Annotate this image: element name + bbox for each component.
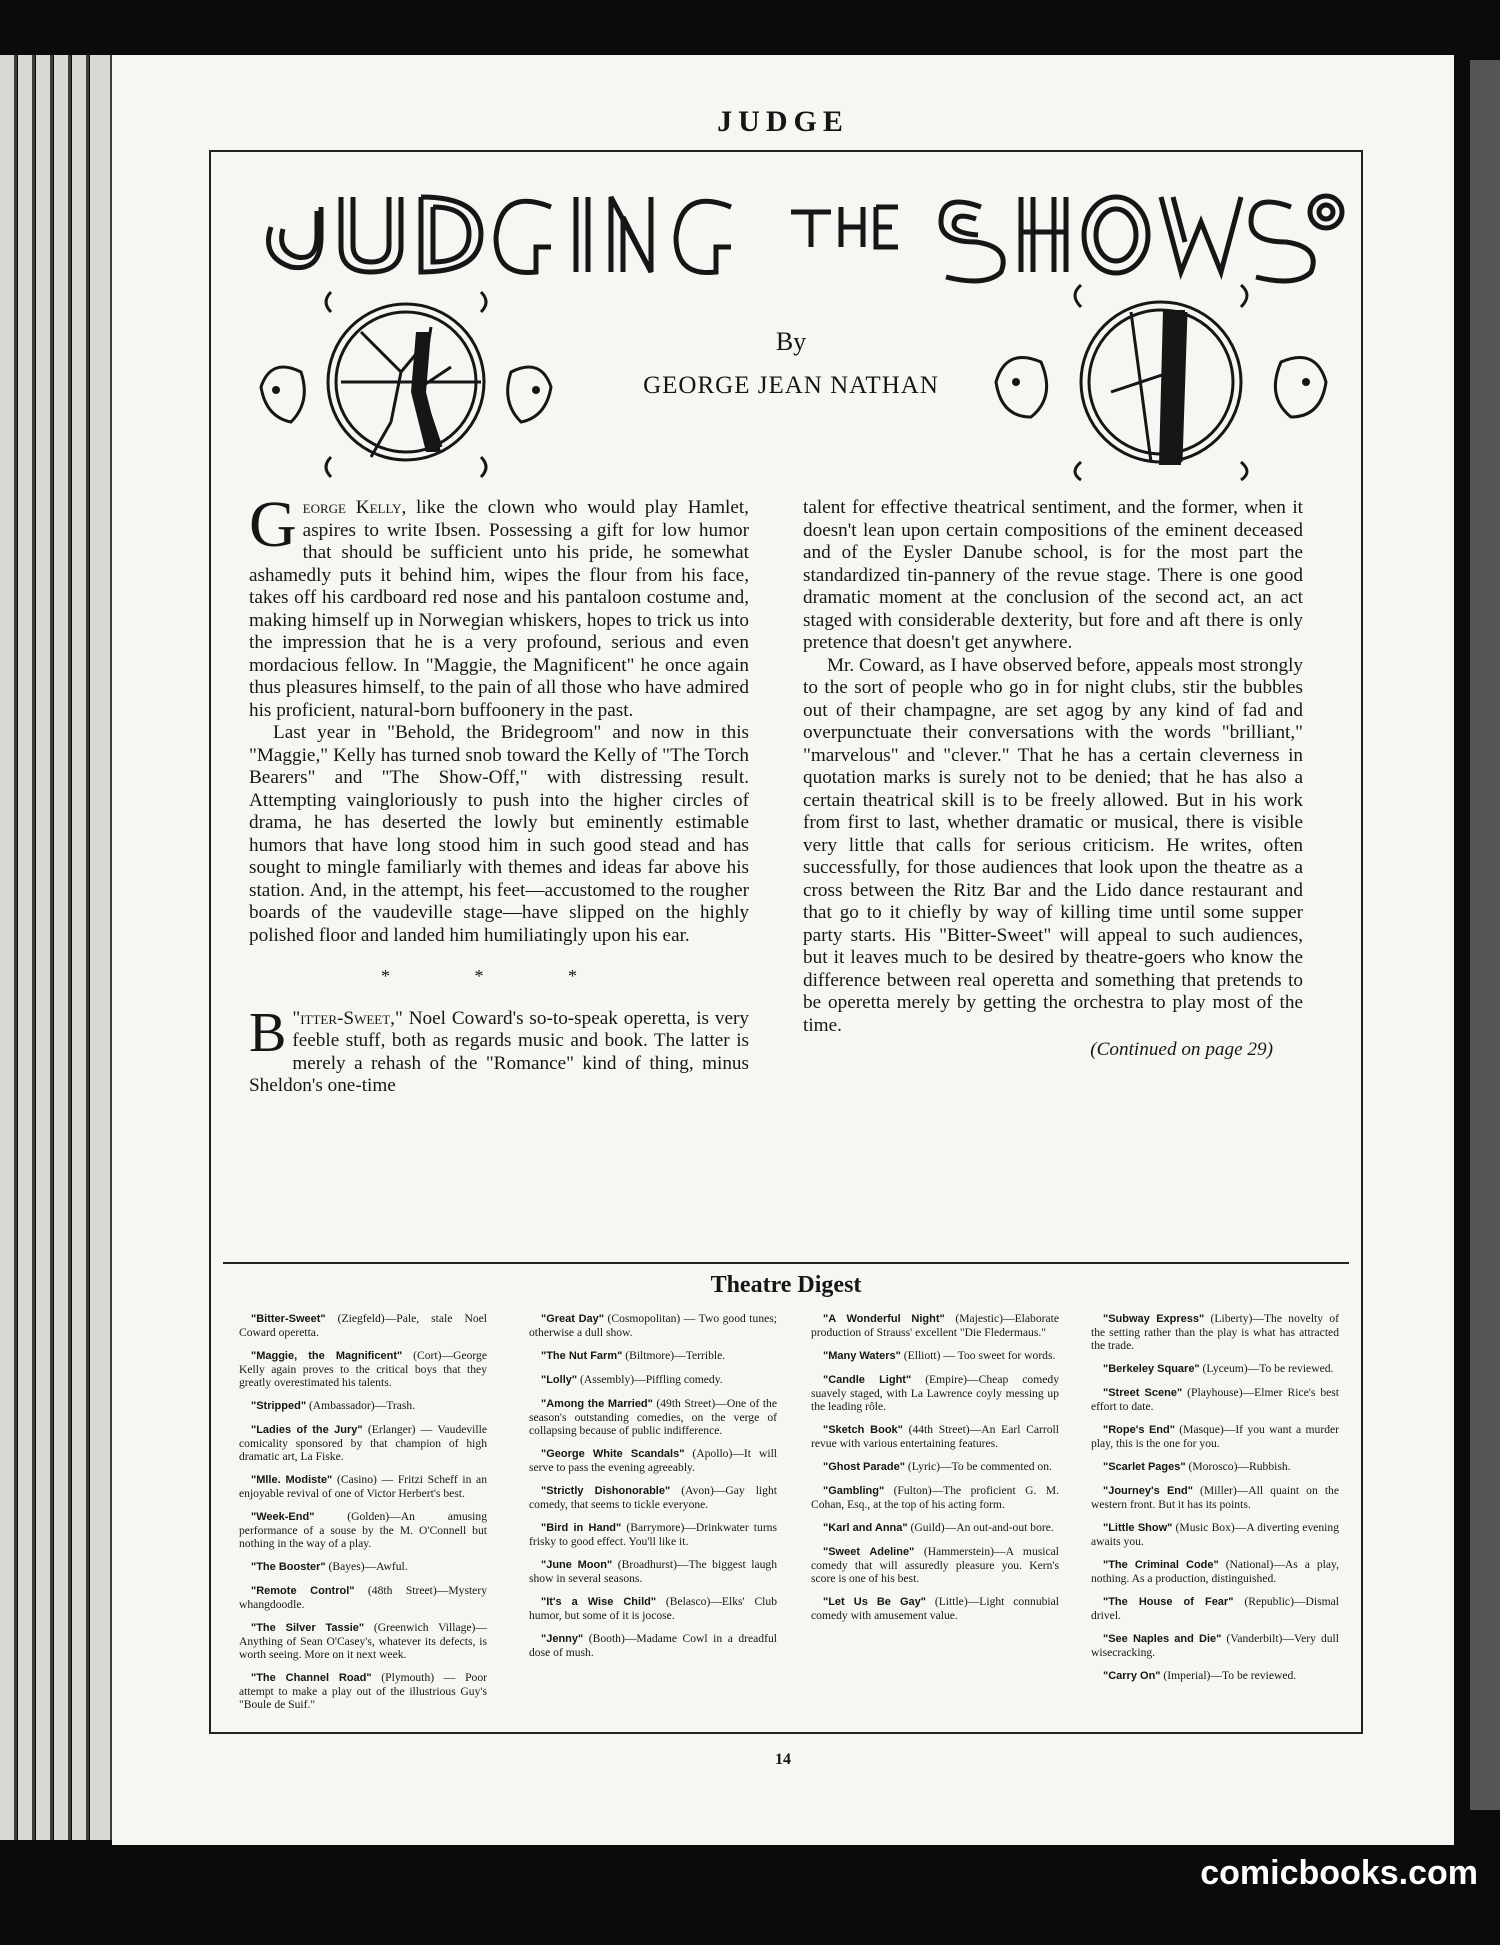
- show-review: (Empire)—Cheap comedy suavely staged, with La Lawrence coyly messing up the leading rôle.: [811, 1373, 1059, 1413]
- show-review: (Fulton)—The proficient G. M. Cohan, Esq., at the top of his acting form.: [811, 1484, 1059, 1511]
- digest-entry: [239, 1423, 487, 1463]
- show-review: (Ambassador)—Trash.: [306, 1399, 416, 1412]
- show-review: (National)—As a play, nothing. As a production, distinguished.: [1091, 1558, 1339, 1585]
- digest-entry: [529, 1349, 777, 1363]
- show-review: (Majestic)—Elaborate production of Strauss' excellent "Die Fledermaus.": [811, 1312, 1059, 1339]
- show-review: (Barrymore)—Drinkwater turns frisky to good effect. You'll like it.: [529, 1521, 777, 1548]
- show-title: "A Wonderful Night": [823, 1313, 945, 1325]
- digest-entry: [239, 1621, 487, 1661]
- show-title: "The Silver Tassie": [251, 1622, 365, 1634]
- show-review: (Playhouse)—Elmer Rice's best effort to date.: [1091, 1386, 1340, 1413]
- digest-entry: [1091, 1484, 1339, 1511]
- show-review: (Imperial)—To be reviewed.: [1160, 1669, 1297, 1682]
- continued-note: (Continued on page 29): [1090, 1039, 1273, 1060]
- show-review: (Miller)—All quaint on the western front. But it has its points.: [1091, 1484, 1339, 1511]
- digest-entry: [1091, 1312, 1339, 1352]
- digest-entry: [811, 1312, 1059, 1339]
- divider-rule: [223, 1262, 1349, 1264]
- page-edge: [0, 55, 17, 1840]
- show-review: (Avon)—Gay light comedy, that seems to tickle everyone.: [529, 1484, 777, 1511]
- show-review: (Assembly)—Piffling comedy.: [577, 1373, 723, 1386]
- show-title: "Maggie, the Magnificent": [251, 1350, 403, 1362]
- show-title: "June Moon": [541, 1559, 613, 1571]
- article-paragraph: Last year in "Behold, the Bridegroom" and now in this "Maggie," Kelly has turned snob toward the Kelly of "The Torch Bearers" and "The Show-Off," with distressing result. Attempting vaingloriously to push into the higher circles of drama, he has deserted the lowly but eminently estimable humors that have long stood him in such good stead and has sought to mingle familiarly with themes and ideas far above his station. And, in the attempt, his feet—accustomed to the rougher boards of the vaudeville stage—have slipped on the highly polished floor and landed him humiliatingly upon his ear.: [249, 722, 749, 946]
- show-review: (Golden)—An amusing performance of a souse by the M. O'Connell but nothing in the way of a play.: [239, 1510, 487, 1550]
- section-break: * * *: [381, 966, 617, 986]
- show-review: (44th Street)—An Earl Carroll revue with various entertaining features.: [811, 1423, 1059, 1450]
- digest-entry: [529, 1312, 777, 1339]
- digest-entry: [529, 1595, 777, 1622]
- digest-entry: [1091, 1386, 1339, 1413]
- article-paragraph: Mr. Coward, as I have observed before, appeals most strongly to the sort of people who go in for night clubs, stir the bubbles out of their champagne, are set agog by any kind of fad and overpunctuate their conversations with the words "brilliant," "marvelous" and "clever." That he has a certain cleverness in quotation marks is surely not to be denied; that he has also a certain theatrical skill is to be freely allowed. But in his work from first to last, whether dramatic or musical, there is visible very little that calls for serious criticism. He writes, often successfully, for those audiences that look upon the theatre as a cross between the Ritz Bar and the Lido dance restaurant and that go to it chiefly by way of killing time until some supper party starts. His "Bitter-Sweet" will appeal to such audiences, but it leaves much to be desired by theatre-goers who know the difference between real operetta and something that pretends to be operetta merely by getting the orchestra to play most of the time.: [803, 654, 1303, 1036]
- show-review: (Lyceum)—To be reviewed.: [1199, 1362, 1334, 1375]
- show-review: (Broadhurst)—The biggest laugh show in several seasons.: [529, 1558, 778, 1585]
- show-review: (Belasco)—Elks' Club humor, but some of it is jocose.: [529, 1595, 777, 1622]
- show-review: (Greenwich Village)—Anything of Sean O'Casey's, whatever its defects, is worth seeing. More on it next week.: [239, 1621, 487, 1661]
- digest-entry: [1091, 1595, 1339, 1622]
- paragraph-text: like the clown who would play Hamlet, aspires to write Ibsen. Possessing a gift for low humor that should be sufficient unto his pride, he somewhat ashamedly puts it behind him, wipes the flour from his face, takes off his cardboard red nose and his pantaloon costume and, making himself up in Norwegian whiskers, hopes to trick us into the impression that he is a very profound, serious and even mordacious fellow. In "Maggie, the Magnificent" he once again thus pleasures himself, to the pain of all those who have admired his proficient, natural-born buffoonery in the past.: [249, 497, 749, 721]
- digest-entry: [811, 1373, 1059, 1413]
- show-review: (Plymouth) — Poor attempt to make a play out of the illustrious Guy's "Boule de Suif.": [239, 1671, 487, 1711]
- page-number: 14: [775, 1751, 791, 1768]
- show-review: (Liberty)—The novelty of the setting rather than the play is what has attracted the trade.: [1091, 1312, 1339, 1352]
- show-title: "Gambling": [823, 1485, 885, 1497]
- article-column-right: [803, 497, 1303, 1062]
- show-title: "The Channel Road": [251, 1672, 372, 1684]
- digest-entry: [1091, 1669, 1339, 1683]
- show-title: "Bird in Hand": [541, 1522, 622, 1534]
- show-title: "Let Us Be Gay": [823, 1596, 926, 1608]
- paragraph-text: Noel Coward's so-to-speak operetta, is very feeble stuff, both as regards music and book. The latter is merely a rehash of the "Romance" kind of thing, minus Sheldon's one-time: [249, 1007, 749, 1096]
- digest-column: [1091, 1312, 1339, 1693]
- article-paragraph: [249, 488, 749, 722]
- digest-entry: [529, 1558, 777, 1585]
- show-title: "Great Day": [541, 1313, 605, 1325]
- show-title: "Rope's End": [1103, 1424, 1175, 1436]
- digest-entry: [239, 1671, 487, 1711]
- show-review: (Bayes)—Awful.: [325, 1560, 408, 1573]
- show-title: "It's a Wise Child": [541, 1596, 657, 1608]
- magazine-page: [112, 55, 1454, 1845]
- book-right-edge: [1470, 60, 1500, 1810]
- digest-entry: [811, 1423, 1059, 1450]
- show-review: (Ziegfeld)—Pale, stale Noel Coward operetta.: [239, 1312, 487, 1339]
- article-frame: [209, 150, 1363, 1734]
- show-review: (Apollo)—It will serve to pass the evening agreeably.: [529, 1447, 778, 1474]
- watermark: comicbooks.com: [1200, 1854, 1478, 1892]
- article-paragraph: talent for effective theatrical sentiment, and the former, when it doesn't lean upon certain compositions of the eminent deceased and of the Eysler Danube school, is for the most part the standardized tin-pannery of the revue stage. There is one good dramatic moment at the conclusion of the second act, an act staged with considerable dexterity, but fore and aft there is only pretence that doesn't get anywhere.: [803, 497, 1303, 653]
- show-review: (Lyric)—To be commented on.: [904, 1460, 1052, 1473]
- show-title: "Among the Married": [541, 1398, 653, 1410]
- digest-column: [239, 1312, 487, 1721]
- show-title: "Bitter-Sweet": [251, 1313, 326, 1325]
- digest-entry: [1091, 1460, 1339, 1474]
- show-title: "George White Scandals": [541, 1448, 685, 1460]
- digest-entry: [239, 1510, 487, 1550]
- show-title: "The Booster": [251, 1561, 326, 1573]
- show-review: (Booth)—Madame Cowl in a dreadful dose of mush.: [529, 1632, 777, 1659]
- show-title: "Mlle. Modiste": [251, 1474, 333, 1486]
- digest-entry: [811, 1521, 1059, 1535]
- show-title: "Week-End": [251, 1511, 315, 1523]
- opening-quote: ": [292, 1007, 301, 1029]
- show-title: "Strictly Dishonorable": [541, 1485, 671, 1497]
- digest-entry: [1091, 1362, 1339, 1376]
- show-title: "Karl and Anna": [823, 1522, 908, 1534]
- drop-cap: B: [249, 1001, 287, 1064]
- digest-column: [811, 1312, 1059, 1632]
- page-edge: [18, 55, 35, 1840]
- digest-entry: [811, 1545, 1059, 1585]
- show-title: "The Nut Farm": [541, 1350, 623, 1362]
- show-title: "Sweet Adeline": [823, 1546, 915, 1558]
- masthead: JUDGE: [717, 105, 849, 138]
- show-title: "Street Scene": [1103, 1387, 1183, 1399]
- show-title: "Many Waters": [823, 1350, 901, 1362]
- show-review: (Cort)—George Kelly again proves to the critical boys that they greatly overestimated his talents.: [239, 1349, 487, 1389]
- show-title: "Carry On": [1103, 1670, 1161, 1682]
- page-edge: [90, 55, 113, 1840]
- show-review: (Erlanger) — Vaudeville comicality sponsored by that champion of high dramatic art, La Fiske.: [239, 1423, 487, 1463]
- lead-in: eorge Kelly,: [302, 497, 407, 518]
- left-dancers-emblem: [241, 272, 571, 482]
- digest-entry: [811, 1595, 1059, 1622]
- show-review: (48th Street)—Mystery whangdoodle.: [239, 1584, 487, 1611]
- digest-entry: [239, 1349, 487, 1389]
- show-title: "Stripped": [251, 1400, 307, 1412]
- lead-in: itter-Sweet,": [300, 1007, 403, 1029]
- show-review: (Biltmore)—Terrible.: [622, 1349, 726, 1362]
- show-title: "Sketch Book": [823, 1424, 903, 1436]
- show-review: (49th Street)—One of the season's outstanding comedies, on the verge of collapsing because of public indifference.: [529, 1397, 777, 1437]
- digest-entry: [529, 1484, 777, 1511]
- digest-entry: [529, 1397, 777, 1437]
- article-paragraph: [249, 1001, 749, 1098]
- author-name: GEORGE JEAN NATHAN: [643, 372, 939, 399]
- drop-cap: G: [249, 488, 297, 561]
- digest-entry: [811, 1460, 1059, 1474]
- right-figure-emblem: [971, 272, 1351, 482]
- digest-entry: [1091, 1521, 1339, 1548]
- show-review: (Hammerstein)—A musical comedy that will assuredly pleasure you. Kern's score is one of his best.: [811, 1545, 1059, 1585]
- page-edge: [72, 55, 89, 1840]
- show-title: "The House of Fear": [1103, 1596, 1234, 1608]
- show-title: "Little Show": [1103, 1522, 1173, 1534]
- byline-by: By: [775, 327, 807, 356]
- show-review: (Music Box)—A diverting evening awaits you.: [1091, 1521, 1339, 1548]
- show-review: (Republic)—Dismal drivel.: [1091, 1595, 1340, 1622]
- show-title: "Ghost Parade": [823, 1461, 905, 1473]
- show-review: (Little)—Light connubial comedy with amusement value.: [811, 1595, 1059, 1622]
- digest-column: [529, 1312, 777, 1669]
- show-title: "The Criminal Code": [1103, 1559, 1219, 1571]
- digest-entry: [1091, 1558, 1339, 1585]
- digest-entry: [1091, 1632, 1339, 1659]
- digest-entry: [239, 1560, 487, 1574]
- show-title: "Candle Light": [823, 1374, 912, 1386]
- digest-title: Theatre Digest: [710, 1272, 862, 1298]
- show-review: (Casino) — Fritzi Scheff in an enjoyable revival of one of Victor Herbert's best.: [239, 1473, 487, 1500]
- digest-entry: [1091, 1423, 1339, 1450]
- digest-entry: [239, 1312, 487, 1339]
- show-review: (Morosco)—Rubbish.: [1185, 1460, 1291, 1473]
- show-title: "Remote Control": [251, 1585, 355, 1597]
- digest-entry: [239, 1399, 487, 1413]
- show-review: (Guild)—An out-and-out bore.: [907, 1521, 1054, 1534]
- digest-entry: [811, 1349, 1059, 1363]
- page-edge: [36, 55, 53, 1840]
- show-title: "Scarlet Pages": [1103, 1461, 1186, 1473]
- digest-entry: [529, 1632, 777, 1659]
- show-title: "Ladies of the Jury": [251, 1424, 363, 1436]
- digest-entry: [529, 1373, 777, 1387]
- show-title: "Lolly": [541, 1374, 578, 1386]
- show-title: "Berkeley Square": [1103, 1363, 1200, 1375]
- show-review: (Elliott) — Too sweet for words.: [900, 1349, 1056, 1362]
- digest-entry: [239, 1473, 487, 1500]
- show-title: "Subway Express": [1103, 1313, 1205, 1325]
- digest-entry: [529, 1521, 777, 1548]
- show-title: "See Naples and Die": [1103, 1633, 1222, 1645]
- digest-entry: [529, 1447, 777, 1474]
- show-review: (Vanderbilt)—Very dull wisecracking.: [1091, 1632, 1339, 1659]
- digest-entry: [811, 1484, 1059, 1511]
- article-column-left: [249, 488, 749, 1098]
- digest-entry: [239, 1584, 487, 1611]
- show-review: (Masque)—If you want a murder play, this is the one for you.: [1091, 1423, 1339, 1450]
- show-review: (Cosmopolitan) — Two good tunes; otherwise a dull show.: [529, 1312, 778, 1339]
- show-title: "Journey's End": [1103, 1485, 1193, 1497]
- page-edge: [54, 55, 71, 1840]
- show-title: "Jenny": [541, 1633, 584, 1645]
